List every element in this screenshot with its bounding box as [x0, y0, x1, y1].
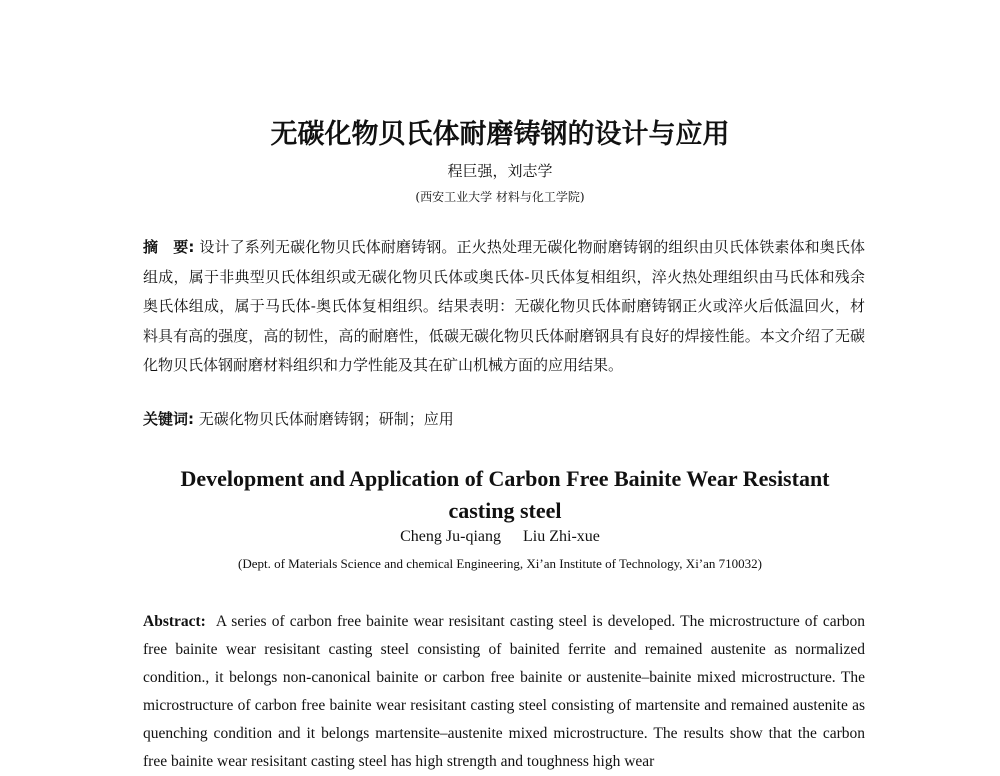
english-abstract-label: Abstract: — [143, 613, 206, 630]
english-author-2: Liu Zhi-xue — [523, 528, 600, 545]
english-title: Development and Application of Carbon Free Bainite Wear Resistant casting steel — [180, 466, 830, 523]
english-authors — [0, 528, 1000, 546]
chinese-keywords-text: 无碳化物贝氏体耐磨铸钢；研制；应用 — [198, 410, 454, 428]
chinese-keywords-label: 关键词: — [143, 410, 194, 428]
chinese-affiliation: (西安工业大学 材料与化工学院) — [415, 190, 585, 204]
english-author-1: Cheng Ju-qiang — [400, 528, 501, 545]
chinese-abstract-label: 摘 要: — [143, 238, 195, 256]
english-abstract — [143, 608, 865, 776]
chinese-abstract — [143, 233, 865, 381]
chinese-abstract-text: 设计了系列无碳化物贝氏体耐磨铸钢。正火热处理无碳化物耐磨铸钢的组织由贝氏体铁素体和奥氏体组成，属于非典型贝氏体组织或无碳化物贝氏体或奥氏体-贝氏体复相组织，淬火热处理组织由马氏体和残余奥氏体组成，属于马氏体-奥氏体复相组织。结果表明：无碳化物贝氏体耐磨铸钢正火或淬火后低温回火，材料具有高的强度，高的韧性，高的耐磨性，低碳无碳化物贝氏体耐磨钢具有良好的焊接性能。本文介绍了无碳化物贝氏体钢耐磨材料组织和力学性能及其在矿山机械方面的应用结果。 — [143, 238, 865, 374]
english-affiliation: (Dept. of Materials Science and chemical Engineering, Xi’an Institute of Technology, Xi’an 710032) — [238, 556, 762, 571]
chinese-authors: 程巨强，刘志学 — [447, 162, 553, 180]
chinese-title: 无碳化物贝氏体耐磨铸钢的设计与应用 — [270, 119, 730, 150]
english-abstract-text: A series of carbon free bainite wear resisitant casting steel is developed. The microstructure of carbon free bainite wear resisitant casting steel consisting of bainited ferrite and remained austenite as normalized condition., it belongs non-canonical bainite or carbon free bainite or austenite–bainite mixed microstructure. The microstructure of carbon free bainite wear resisitant casting steel consisting of martensite and remained austenite as quenching condition and it belongs martensite–austenite mixed microstructure. The results show that the carbon free bainite wear resisitant casting steel has high strength and toughness high wear — [143, 613, 865, 770]
chinese-keywords — [143, 408, 865, 429]
